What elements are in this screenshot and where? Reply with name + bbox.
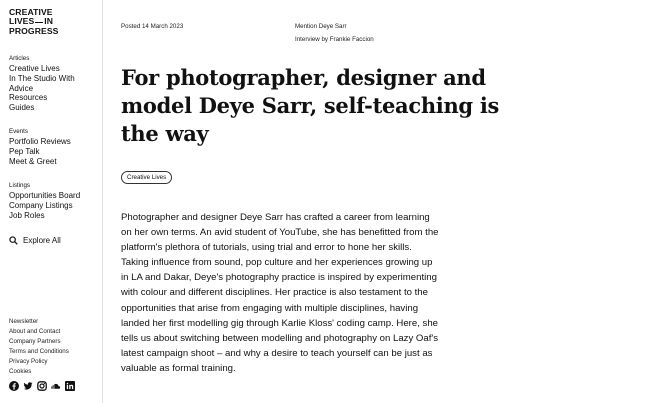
footer-link-company-partners[interactable]: Company Partners bbox=[9, 337, 61, 345]
sidebar bbox=[0, 0, 103, 403]
nav-item-company-listings[interactable]: Company Listings bbox=[9, 200, 73, 210]
search-icon bbox=[9, 236, 18, 245]
site-logo[interactable] bbox=[9, 7, 59, 36]
instagram-icon[interactable] bbox=[37, 381, 47, 391]
linkedin-icon[interactable] bbox=[65, 381, 75, 391]
article-credits bbox=[295, 21, 374, 46]
social-links bbox=[9, 381, 75, 391]
footer-link-about-contact[interactable]: About and Contact bbox=[9, 327, 61, 335]
nav-item-creative-lives[interactable]: Creative Lives bbox=[9, 64, 60, 73]
nav-item-advice[interactable]: Advice bbox=[9, 83, 34, 93]
nav-item-job-roles[interactable]: Job Roles bbox=[9, 210, 45, 220]
logo-word-in: IN bbox=[44, 16, 53, 27]
soundcloud-icon[interactable] bbox=[51, 381, 61, 391]
article-post-date: Posted 14 March 2023 bbox=[121, 23, 184, 30]
logo-line-progress: PROGRESS bbox=[9, 25, 59, 36]
twitter-icon[interactable] bbox=[23, 381, 33, 391]
footer-link-terms[interactable]: Terms and Conditions bbox=[9, 347, 69, 355]
article-interviewer[interactable]: Interview by Frankie Faccion bbox=[295, 35, 374, 43]
nav-item-resources[interactable]: Resources bbox=[9, 93, 48, 103]
article-intro: Photographer and designer Deye Sarr has crafted a career from learning on her own terms. An avid student of YouTube, she has benefitted from the platform's plethora of tutorials, using trial and error to hone her skills. Taking influence from sound, pop culture and her experiences growing up in LA and Dakar, Deye's photography practice is inspired by experimenting with colour and different disciplines. Her practice is also testament to the opportunities that arise from engaging with multiple disciplines, having landed her first modelling gig through Karlie Kloss' coding camp. Here, she tells us about switching between modelling and photography on Lazy Oaf's latest campaign shoot – and why a desire to teach yourself can be just as valuable as formal training. bbox=[121, 212, 439, 374]
nav-heading-listings: Listings bbox=[9, 182, 30, 189]
explore-all-button[interactable] bbox=[9, 236, 61, 245]
logo-line-creative: CREATIVE bbox=[9, 7, 53, 17]
nav-item-opportunities-board[interactable]: Opportunities Board bbox=[9, 191, 81, 200]
nav-item-guides[interactable]: Guides bbox=[9, 103, 35, 113]
logo-rule bbox=[35, 22, 43, 23]
category-tag[interactable]: Creative Lives bbox=[121, 171, 172, 184]
footer-link-privacy[interactable]: Privacy Policy bbox=[9, 357, 48, 365]
article-mention[interactable]: Mention Deye Sarr bbox=[295, 23, 347, 30]
nav-item-in-the-studio-with[interactable]: In The Studio With bbox=[9, 73, 75, 83]
nav-item-portfolio-reviews[interactable]: Portfolio Reviews bbox=[9, 137, 71, 146]
logo-word-lives: LIVES bbox=[9, 16, 35, 27]
article-title: For photographer, designer and model Deye Sarr, self-teaching is the way bbox=[121, 65, 500, 146]
nav-group-listings bbox=[9, 182, 80, 220]
nav-heading-events: Events bbox=[9, 128, 28, 135]
footer-link-cookies[interactable]: Cookies bbox=[9, 367, 32, 375]
nav-item-pep-talk[interactable]: Pep Talk bbox=[9, 146, 40, 156]
facebook-icon[interactable] bbox=[9, 381, 19, 391]
nav-group-events bbox=[9, 128, 71, 166]
footer-link-newsletter[interactable]: Newsletter bbox=[9, 318, 39, 325]
footer-links bbox=[9, 317, 69, 376]
nav-group-articles bbox=[9, 55, 75, 113]
explore-all-label: Explore All bbox=[23, 236, 61, 245]
nav-heading-articles: Articles bbox=[9, 55, 30, 62]
nav-item-meet-and-greet[interactable]: Meet & Greet bbox=[9, 156, 57, 166]
